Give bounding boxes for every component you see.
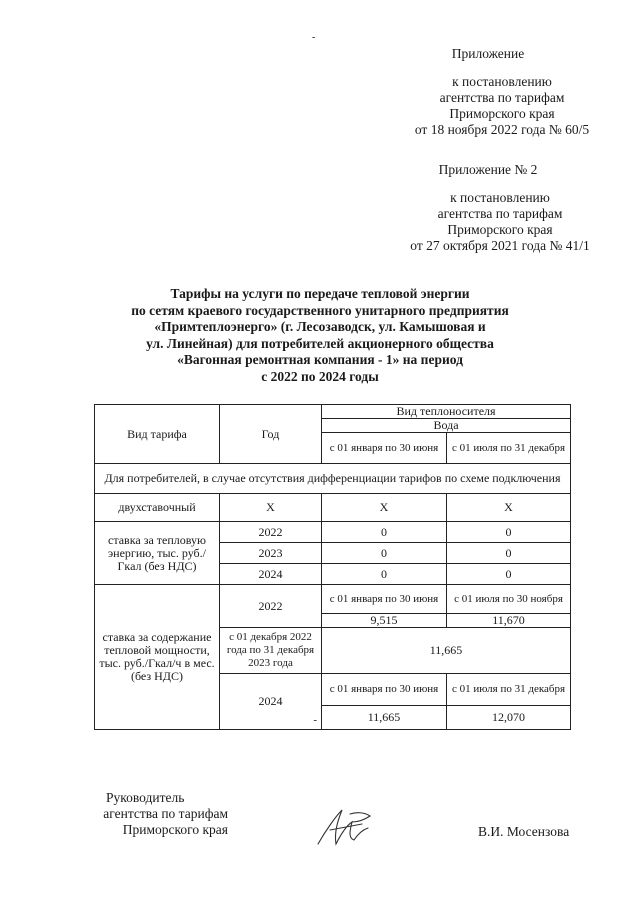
header-period-2: с 01 июля по 31 декабря <box>447 433 571 464</box>
capacity-2022-period-1: с 01 января по 30 июня <box>322 585 447 614</box>
two-part-v2: Х <box>447 494 571 522</box>
title-line-1: Тарифы на услуги по передаче тепловой энергии <box>170 286 470 301</box>
capacity-year-2024-label: 2024 <box>258 694 283 708</box>
signatory-line-1: Руководитель <box>106 790 185 805</box>
appendix-1-line1: к постановлению <box>452 74 552 89</box>
two-part-label: двухставочный <box>95 494 220 522</box>
energy-v1: 0 <box>322 543 447 564</box>
energy-year: 2023 <box>220 543 322 564</box>
capacity-mid-value: 11,665 <box>322 628 571 674</box>
energy-v2: 0 <box>447 564 571 585</box>
title-line-6: с 2022 по 2024 годы <box>261 368 379 384</box>
signatory-line-3: Приморского края <box>122 822 228 837</box>
header-year: Год <box>220 405 322 464</box>
capacity-2022-v1: 9,515 <box>322 614 447 628</box>
energy-rate-label: ставка за тепловую энергию, тыс. руб./Гкал (без НДС) <box>95 522 220 585</box>
capacity-rate-label: ставка за содержание тепловой мощности, тыс. руб./Гкал/ч в мес. (без НДС) <box>95 585 220 730</box>
capacity-2024-period-2: с 01 июля по 31 декабря <box>447 674 571 706</box>
energy-v2: 0 <box>447 543 571 564</box>
title-line-2: по сетям краевого государственного унитарного предприятия <box>131 302 509 318</box>
tariff-table <box>94 404 571 730</box>
capacity-2024-period-1: с 01 января по 30 июня <box>322 674 447 706</box>
header-water: Вода <box>322 419 571 433</box>
appendix-2-line3: Приморского края <box>447 222 553 237</box>
capacity-2022-period-2: с 01 июля по 30 ноября <box>447 585 571 614</box>
capacity-2024-v1: 11,665 <box>322 706 447 730</box>
capacity-2022-v2: 11,670 <box>447 614 571 628</box>
capacity-year-2022: 2022 <box>220 585 322 628</box>
energy-v1: 0 <box>322 564 447 585</box>
title-line-4: ул. Линейная) для потребителей акционерного общества <box>146 335 494 351</box>
title-line-3: «Примтеплоэнерго» (г. Лесозаводск, ул. Камышовая и <box>154 319 486 334</box>
section-heading: Для потребителей, в случае отсутствия дифференциации тарифов по схеме подключения <box>95 464 571 494</box>
table-dash: - <box>313 714 317 726</box>
energy-year: 2024 <box>220 564 322 585</box>
signatory-line-2: агентства по тарифам <box>103 806 228 821</box>
header-tariff-type: Вид тарифа <box>95 405 220 464</box>
document-title <box>80 286 560 385</box>
energy-v1: 0 <box>322 522 447 543</box>
appendix-1-line4: от 18 ноября 2022 года № 60/5 <box>414 122 590 137</box>
energy-year: 2022 <box>220 522 322 543</box>
appendix-2-title: Приложение № 2 <box>438 162 538 177</box>
top-mark: - <box>312 32 316 43</box>
two-part-year: Х <box>220 494 322 522</box>
appendix-2-line2: агентства по тарифам <box>437 206 563 221</box>
signatory-name: В.И. Мосензова <box>478 824 570 839</box>
appendix-2-line4: от 27 октября 2021 года № 41/1 <box>410 238 590 253</box>
appendix-2-line1: к постановлению <box>450 190 550 205</box>
appendix-1-line2: агентства по тарифам <box>439 90 565 105</box>
energy-v2: 0 <box>447 522 571 543</box>
capacity-2024-v2: 12,070 <box>447 706 571 730</box>
capacity-mid-period: с 01 декабря 2022 года по 31 декабря 2023 года <box>220 628 322 674</box>
signatory-title <box>78 790 228 838</box>
appendix-2 <box>370 162 630 254</box>
appendix-1-title: Приложение <box>451 46 525 61</box>
title-line-5: «Вагонная ремонтная компания - 1» на период <box>177 352 463 367</box>
header-period-1: с 01 января по 30 июня <box>322 433 447 464</box>
header-carrier: Вид теплоносителя <box>322 405 571 419</box>
capacity-year-2024 <box>220 674 322 730</box>
two-part-v1: Х <box>322 494 447 522</box>
appendix-1-line3: Приморского края <box>449 106 555 121</box>
handwritten-signature <box>312 800 382 852</box>
appendix-1 <box>372 46 632 138</box>
